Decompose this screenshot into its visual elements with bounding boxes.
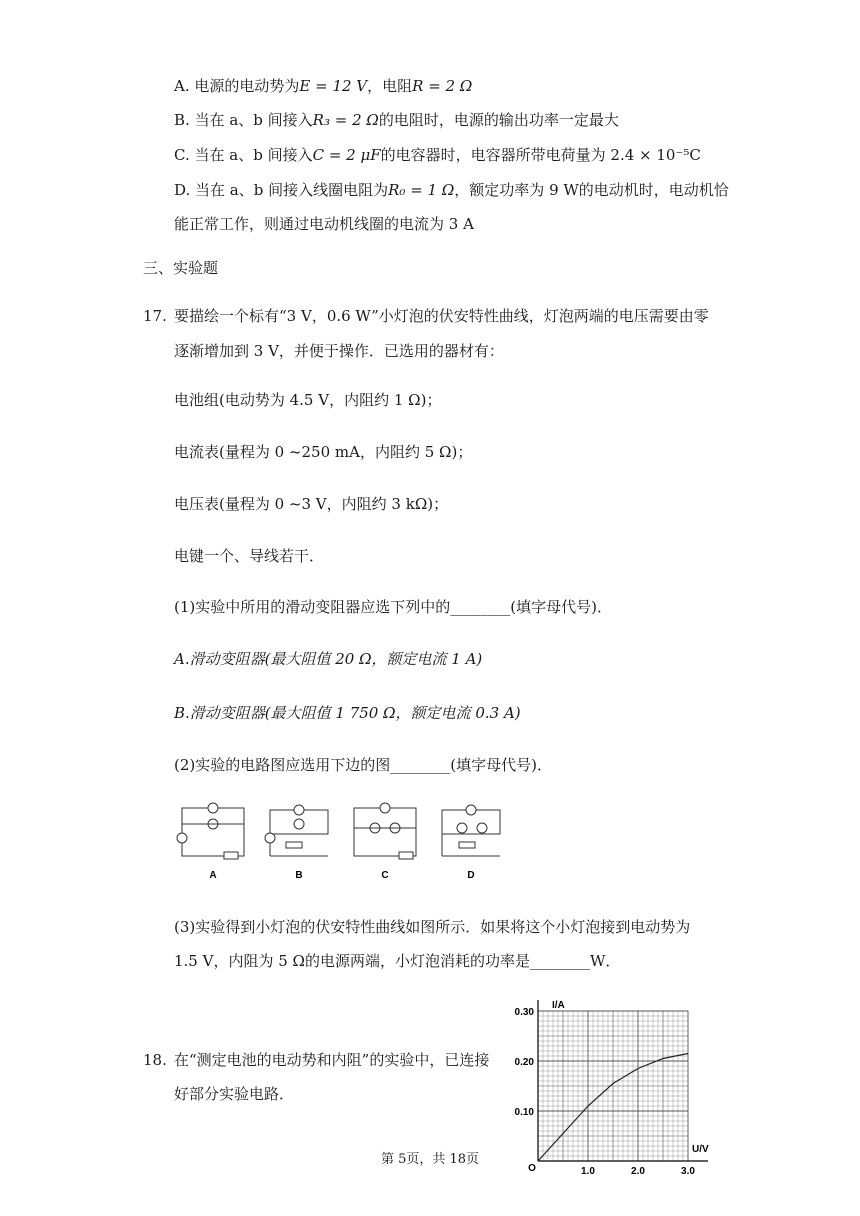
- option-text: 的电阻时，电源的输出功率一定最大: [378, 111, 619, 129]
- option-letter: B.: [174, 111, 190, 129]
- section-heading: 三、实验题: [143, 259, 219, 277]
- caption-b: B: [295, 870, 303, 880]
- equipment-item: 电压表(量程为 0 ~3 V，内阻约 3 kΩ)；: [174, 495, 449, 513]
- chart-grid: [538, 1011, 688, 1161]
- equipment-item: 电流表(量程为 0 ~250 mA，内阻约 5 Ω)；: [174, 443, 473, 461]
- option-text: 的电容器时，电容器所带电荷量为 2.4 × 10⁻⁵C: [380, 146, 701, 164]
- option-text: 当在 a、b 间接入: [189, 146, 313, 164]
- question-text: 逐渐增加到 3 V，并便于操作．已选用的器材有：: [174, 342, 504, 360]
- option-b: [174, 110, 619, 130]
- option-math: R = 2 Ω: [412, 77, 473, 95]
- sub-question: (2)实验的电路图应选用下边的图________(填字母代号)．: [174, 756, 552, 774]
- option-text: 当在 a、b 间接入: [189, 111, 313, 129]
- option-math: R₃ = 2 Ω: [312, 111, 379, 129]
- option-text: 电源的电动势为: [189, 77, 300, 95]
- y-tick-label: 0.30: [514, 1007, 534, 1018]
- option-math: E = 12 V: [299, 77, 368, 95]
- sub-question: 1.5 V，内阻为 5 Ω的电源两端，小灯泡消耗的功率是________W．: [174, 952, 621, 970]
- circuit-b: [265, 805, 328, 856]
- choice-a: A.滑动变阻器(最大阻值 20 Ω，额定电流 1 A): [174, 650, 483, 668]
- caption-a: A: [209, 870, 217, 880]
- option-a: [174, 76, 472, 96]
- option-text: ，电阻: [367, 77, 413, 95]
- x-tick-label: 3.0: [681, 1166, 695, 1176]
- y-tick-label: 0.20: [514, 1057, 534, 1068]
- circuit-diagrams: [174, 800, 514, 880]
- option-math: R₀ = 1 Ω: [388, 181, 455, 199]
- option-d: [174, 180, 729, 200]
- circuit-c: [354, 803, 416, 859]
- x-axis-label: U/V: [692, 1144, 709, 1155]
- sub-question: (1)实验中所用的滑动变阻器应选下列中的________(填字母代号)．: [174, 598, 612, 616]
- equipment-item: 电池组(电动势为 4.5 V，内阻约 1 Ω)；: [174, 391, 442, 409]
- question-text: 好部分实验电路．: [174, 1085, 295, 1103]
- page-footer: 第 5页，共 18页: [380, 1152, 480, 1167]
- option-math: C = 2 μF: [312, 146, 381, 164]
- question-number: 17.: [143, 307, 167, 325]
- option-text: 当在 a、b 间接入线圈电阻为: [190, 181, 389, 199]
- option-letter: A.: [174, 77, 190, 95]
- choice-b: B.滑动变阻器(最大阻值 1 750 Ω，额定电流 0.3 A): [174, 704, 521, 722]
- equipment-item: 电键一个、导线若干．: [174, 547, 325, 565]
- origin-label: O: [528, 1163, 536, 1174]
- option-text: ，额定功率为 9 W的电动机时，电动机恰: [454, 181, 729, 199]
- option-d-continued: 能正常工作，则通过电动机线圈的电流为 3 A: [174, 215, 474, 233]
- circuit-d: [442, 805, 500, 856]
- option-letter: C.: [174, 146, 190, 164]
- y-axis-label: I/A: [552, 1000, 565, 1011]
- question-text: 在“测定电池的电动势和内阻”的实验中，已连接: [174, 1051, 490, 1069]
- circuit-a: [177, 803, 244, 859]
- x-tick-label: 2.0: [631, 1166, 645, 1176]
- caption-c: C: [381, 870, 389, 880]
- question-number: 18.: [143, 1051, 167, 1069]
- caption-d: D: [467, 870, 475, 880]
- sub-question: (3)实验得到小灯泡的伏安特性曲线如图所示．如果将这个小灯泡接到电动势为: [174, 918, 691, 936]
- option-c: [174, 145, 701, 165]
- question-text: 要描绘一个标有“3 V，0.6 W”小灯泡的伏安特性曲线，灯泡两端的电压需要由零: [174, 307, 709, 325]
- option-letter: D.: [174, 181, 191, 199]
- y-tick-label: 0.10: [514, 1107, 534, 1118]
- x-tick-label: 1.0: [581, 1166, 595, 1176]
